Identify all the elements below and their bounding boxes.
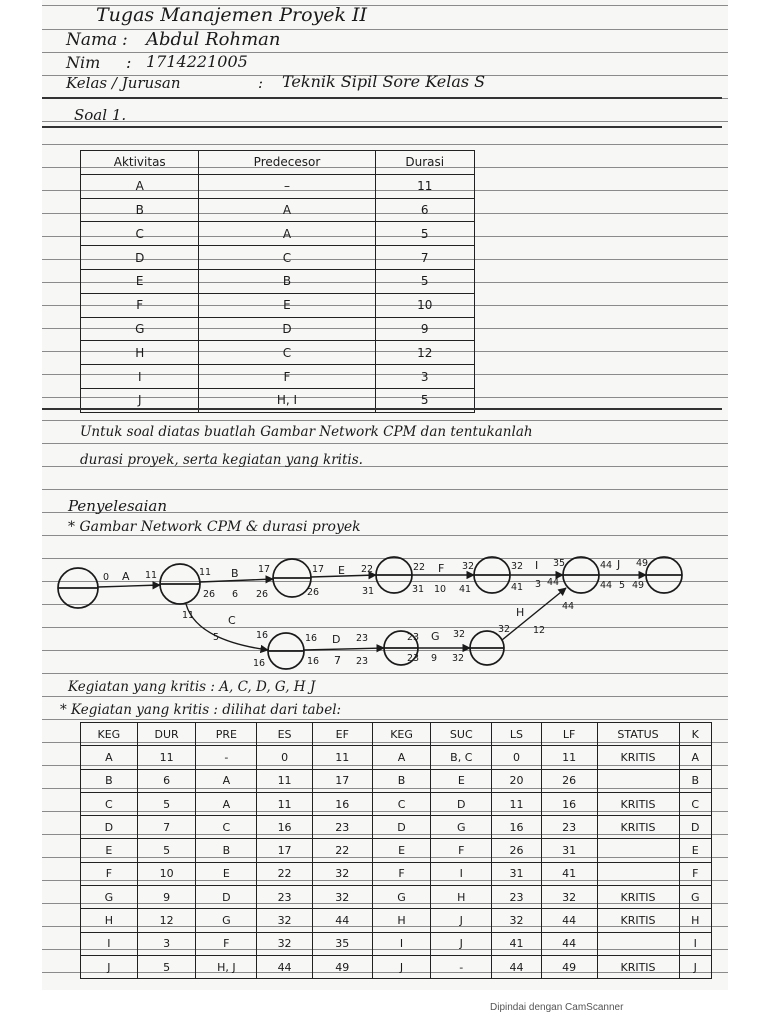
question-divider [42,126,722,128]
svg-text:11: 11 [145,570,158,581]
instruction-divider [42,408,722,410]
table-row: F 10 E 22 32 F I 31 41 F [81,862,712,885]
svg-text:16: 16 [256,630,269,641]
solution-heading: Penyelesaian [68,497,168,515]
svg-text:26: 26 [256,589,269,600]
svg-text:F: F [438,562,445,575]
header-divider [42,97,722,99]
class-value: Teknik Sipil Sore Kelas S [282,72,486,91]
activity-table-header: Aktivitas Predecesor Durasi [81,151,475,175]
name-label: Nama [66,30,118,50]
svg-text:C: C [228,614,236,627]
table-row: F E 10 [81,293,475,317]
table-row: J H, I 5 [81,388,475,412]
svg-text:26: 26 [307,587,320,598]
svg-text:32: 32 [452,653,465,664]
critical-table-header: KEG DUR PRE ES EF KEG SUC LS LF STATUS K [81,723,712,746]
scanner-watermark: Dipindai dengan CamScanner [490,1002,624,1013]
table-row: H 12 G 32 44 H J 32 44 KRITIS H [81,909,712,932]
svg-text:23: 23 [407,653,420,664]
svg-text:J: J [617,558,621,571]
svg-text:22: 22 [413,562,426,573]
svg-text:32: 32 [462,561,475,572]
svg-text:44: 44 [600,560,613,571]
name-value: Abdul Rohman [146,29,281,50]
svg-text:31: 31 [412,584,425,595]
svg-text:E: E [338,564,345,577]
class-label: Kelas / Jurusan [66,74,181,92]
svg-text:32: 32 [453,629,466,640]
svg-text:5: 5 [213,632,220,643]
svg-text:G: G [431,630,440,643]
svg-text:22: 22 [361,564,374,575]
svg-text:23: 23 [356,656,369,667]
svg-text:49: 49 [632,580,645,591]
cpm-network-diagram [0,548,768,680]
svg-text:16: 16 [253,658,266,669]
table-row: B 6 A 11 17 B E 20 26 B [81,769,712,792]
table-row: C 5 A 11 16 C D 11 16 KRITIS C [81,792,712,815]
svg-text:11: 11 [199,567,212,578]
svg-text:17: 17 [258,564,271,575]
arrow-c [186,604,268,650]
svg-text:11: 11 [182,610,195,621]
table-row: H C 12 [81,341,475,365]
svg-text:17: 17 [312,564,325,575]
table-row: C A 5 [81,222,475,246]
svg-text:31: 31 [362,586,375,597]
svg-text:44: 44 [600,580,613,591]
svg-text:16: 16 [307,656,320,667]
svg-text:49: 49 [636,558,649,569]
arrow-a [98,585,160,587]
network-title: * Gambar Network CPM & durasi proyek [68,519,361,535]
svg-text:A: A [122,570,130,583]
table-row: G 9 D 23 32 G H 23 32 KRITIS G [81,886,712,909]
arrow-d [304,648,384,650]
svg-text:44: 44 [562,601,575,612]
svg-text:41: 41 [511,582,524,593]
svg-text:3: 3 [535,579,542,590]
table-row: I F 3 [81,365,475,389]
svg-text:B: B [231,567,239,580]
svg-text:H: H [516,606,525,619]
svg-text:5: 5 [619,580,626,591]
svg-text:10: 10 [434,584,447,595]
critical-summary: Kegiatan yang kritis : A, C, D, G, H J [68,679,316,695]
table-row: A – 11 [81,174,475,198]
svg-text:23: 23 [356,633,369,644]
svg-text:6: 6 [232,589,239,600]
nim-value: 1714221005 [146,52,248,71]
svg-text:I: I [535,559,539,572]
svg-text:26: 26 [203,589,216,600]
table-row: G D 9 [81,317,475,341]
table-row: B A 6 [81,198,475,222]
svg-text:16: 16 [305,633,318,644]
svg-text:35: 35 [553,558,566,569]
svg-text:7: 7 [334,654,341,667]
critical-table-title: * Kegiatan yang kritis : dilihat dari tabel: [60,702,342,718]
table-row: E B 5 [81,269,475,293]
svg-text:9: 9 [431,653,438,664]
svg-text:12: 12 [533,625,546,636]
table-row: D 7 C 16 23 D G 16 23 KRITIS D [81,816,712,839]
instruction-line-1: Untuk soal diatas buatlah Gambar Network CPM dan tentukanlah [80,424,533,440]
table-row: A 11 - 0 11 A B, C 0 11 KRITIS A [81,746,712,769]
svg-text:23: 23 [407,632,420,643]
question-label: Soal 1. [74,106,127,124]
table-row: I 3 F 32 35 I J 41 44 I [81,932,712,955]
table-row: E 5 B 17 22 E F 26 31 E [81,839,712,862]
activity-table [80,150,475,413]
svg-text:44: 44 [547,577,560,588]
table-row: D C 7 [81,246,475,270]
instruction-line-2: durasi proyek, serta kegiatan yang kritis. [80,452,363,468]
svg-text:32: 32 [511,561,524,572]
nim-label: Nim [66,53,101,72]
critical-path-table [80,722,712,979]
svg-text:0: 0 [103,572,110,583]
svg-text:41: 41 [459,584,472,595]
assignment-title: Tugas Manajemen Proyek II [96,4,368,26]
table-row: J 5 H, J 44 49 J - 44 49 KRITIS J [81,955,712,978]
svg-text:32: 32 [498,624,511,635]
svg-text:D: D [332,633,341,646]
